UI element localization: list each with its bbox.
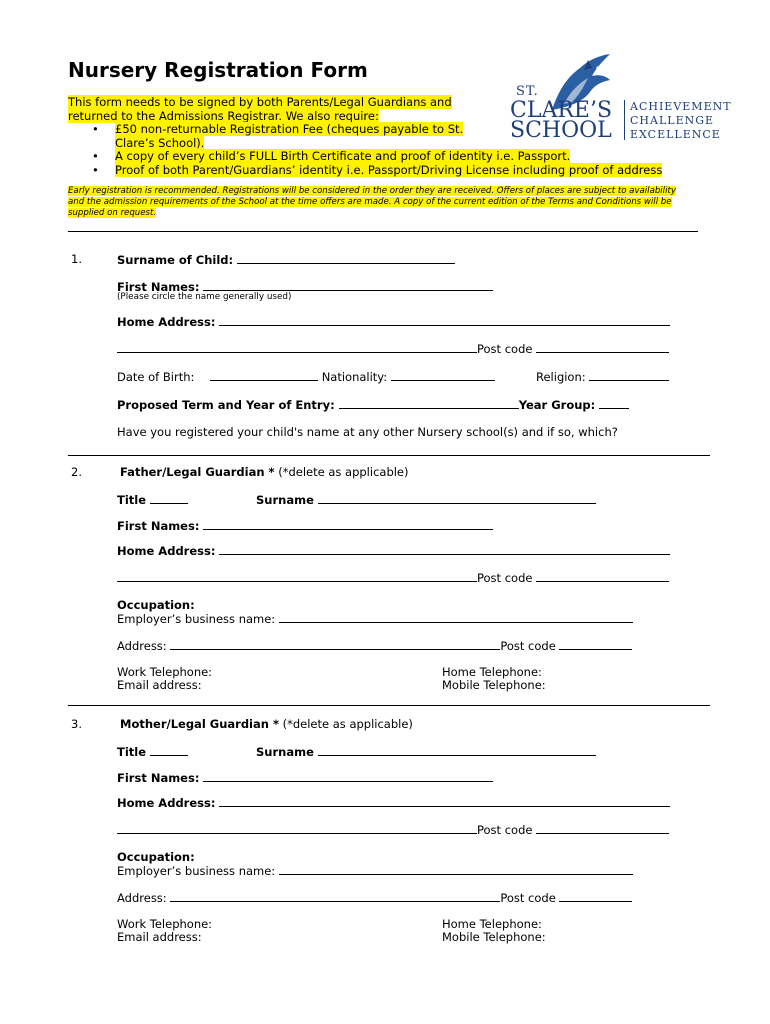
logo-motto-achievement: ACHIEVEMENT bbox=[630, 100, 732, 113]
year-group-field[interactable] bbox=[599, 397, 629, 409]
intro-line-1: This form needs to be signed by both Parents/Legal Guardians and bbox=[68, 95, 452, 109]
nationality-field[interactable] bbox=[391, 369, 495, 381]
employer-label: Employer’s business name: bbox=[117, 864, 276, 878]
child-surname-field[interactable] bbox=[237, 252, 455, 264]
child-surname-label: Surname of Child: bbox=[117, 253, 234, 267]
mother-title-row bbox=[117, 744, 188, 759]
email-label: Email address: bbox=[117, 678, 202, 692]
mother-home-address-row bbox=[117, 795, 670, 810]
father-heading: Father/Legal Guardian * (*delete as applicable) bbox=[120, 465, 409, 479]
child-address-line2-field[interactable] bbox=[117, 341, 477, 353]
father-work-address-field[interactable] bbox=[170, 638, 500, 650]
logo-clares: CLARE’S bbox=[510, 98, 613, 123]
logo-school: SCHOOL bbox=[510, 118, 612, 143]
year-group-label: Year Group: bbox=[518, 398, 596, 412]
home-telephone-label: Home Telephone: bbox=[442, 917, 542, 931]
home-address-label: Home Address: bbox=[117, 544, 216, 558]
surname-label: Surname bbox=[256, 493, 314, 507]
religion-label: Religion: bbox=[536, 370, 586, 384]
post-code-label: Post code bbox=[477, 823, 533, 837]
mother-work-address-field[interactable] bbox=[170, 890, 500, 902]
occupation-label: Occupation: bbox=[117, 598, 195, 612]
bullet-icon: • bbox=[92, 122, 99, 137]
work-telephone-label: Work Telephone: bbox=[117, 665, 213, 679]
child-surname-row bbox=[117, 252, 455, 267]
child-first-names-field[interactable] bbox=[203, 279, 493, 291]
mother-address-line2-field[interactable] bbox=[117, 822, 477, 834]
father-title-row bbox=[117, 492, 188, 507]
father-first-names-field[interactable] bbox=[203, 518, 493, 530]
home-telephone-label: Home Telephone: bbox=[442, 665, 542, 679]
mother-post-code-field[interactable] bbox=[536, 822, 669, 834]
first-names-label: First Names: bbox=[117, 519, 200, 533]
mother-home-address-field[interactable] bbox=[219, 795, 670, 807]
logo-divider bbox=[624, 100, 625, 140]
child-post-code-field[interactable] bbox=[536, 341, 669, 353]
occupation-label: Occupation: bbox=[117, 850, 195, 864]
requirement-parent-id: Proof of both Parent/Guardians’ identity i.e. Passport/Driving License including proof of address bbox=[115, 162, 663, 177]
father-address-line2-row bbox=[117, 570, 669, 585]
home-address-label: Home Address: bbox=[117, 796, 216, 810]
title-label: Title bbox=[117, 745, 147, 759]
mother-surname-row bbox=[256, 744, 596, 759]
section-number: 2. bbox=[71, 465, 82, 479]
divider bbox=[68, 455, 710, 456]
father-first-names-row bbox=[117, 518, 493, 533]
nationality-label: Nationality: bbox=[321, 370, 388, 384]
divider bbox=[68, 705, 710, 706]
mother-employer-row bbox=[117, 863, 633, 878]
father-employer-row bbox=[117, 611, 633, 626]
intro-line-2: returned to the Admissions Registrar. We also require: bbox=[68, 108, 379, 123]
requirement-birth-certificate: A copy of every child’s FULL Birth Certificate and proof of identity i.e. Passport. bbox=[115, 149, 571, 164]
address-label: Address: bbox=[117, 891, 167, 905]
father-surname-row bbox=[256, 492, 596, 507]
father-post-code-field[interactable] bbox=[536, 570, 669, 582]
mother-work-address-row bbox=[117, 890, 632, 905]
post-code-label: Post code bbox=[500, 639, 556, 653]
school-logo bbox=[508, 52, 732, 144]
work-telephone-label: Work Telephone: bbox=[117, 917, 213, 931]
employer-label: Employer’s business name: bbox=[117, 612, 276, 626]
child-home-address-row bbox=[117, 314, 670, 329]
child-dob-row bbox=[117, 369, 495, 384]
proposed-entry-label: Proposed Term and Year of Entry: bbox=[117, 398, 335, 412]
logo-motto-excellence: EXCELLENCE bbox=[630, 128, 721, 141]
mother-title-field[interactable] bbox=[150, 744, 188, 756]
bullet-icon: • bbox=[92, 162, 99, 177]
section-number: 3. bbox=[71, 717, 82, 731]
mobile-telephone-label: Mobile Telephone: bbox=[442, 930, 546, 944]
post-code-label: Post code bbox=[500, 891, 556, 905]
mother-surname-field[interactable] bbox=[318, 744, 596, 756]
proposed-entry-field[interactable] bbox=[339, 397, 519, 409]
father-home-address-field[interactable] bbox=[219, 543, 670, 555]
mother-heading: Mother/Legal Guardian * (*delete as applicable) bbox=[120, 717, 413, 731]
post-code-label: Post code bbox=[477, 571, 533, 585]
requirement-fee-cont: Clare’s School). bbox=[115, 135, 205, 150]
religion-field[interactable] bbox=[589, 369, 669, 381]
post-code-label: Post code bbox=[477, 342, 533, 356]
father-title-field[interactable] bbox=[150, 492, 188, 504]
page-title: Nursery Registration Form bbox=[68, 58, 368, 82]
registration-note: Early registration is recommended. Registrations will be considered in the order they are received. Offers of places are subject to availability and the admission requirements of the School at the time offers are made. A copy of the current edition of the Terms and Conditions will be supplied on request. bbox=[68, 186, 676, 218]
mother-employer-field[interactable] bbox=[279, 863, 633, 875]
mother-address-line2-row bbox=[117, 822, 669, 837]
logo-motto-challenge: CHALLENGE bbox=[630, 114, 715, 127]
email-label: Email address: bbox=[117, 930, 202, 944]
child-home-address-label: Home Address: bbox=[117, 315, 216, 329]
divider bbox=[68, 231, 698, 232]
other-nursery-question: Have you registered your child's name at any other Nursery school(s) and if so, which? bbox=[117, 425, 618, 439]
child-first-names-label: First Names: bbox=[117, 280, 200, 294]
surname-label: Surname bbox=[256, 745, 314, 759]
mother-first-names-field[interactable] bbox=[203, 770, 493, 782]
section-number: 1. bbox=[71, 252, 82, 266]
father-surname-field[interactable] bbox=[318, 492, 596, 504]
child-address-line2-row bbox=[117, 341, 669, 356]
title-label: Title bbox=[117, 493, 147, 507]
father-address-line2-field[interactable] bbox=[117, 570, 477, 582]
father-work-post-code-field[interactable] bbox=[559, 638, 632, 650]
religion-row bbox=[536, 369, 669, 384]
father-work-address-row bbox=[117, 638, 632, 653]
mobile-telephone-label: Mobile Telephone: bbox=[442, 678, 546, 692]
bullet-icon: • bbox=[92, 149, 99, 164]
dob-label: Date of Birth: bbox=[117, 370, 195, 384]
dob-field[interactable] bbox=[210, 369, 318, 381]
mother-first-names-row bbox=[117, 770, 493, 785]
proposed-entry-row bbox=[117, 397, 629, 412]
father-employer-field[interactable] bbox=[279, 611, 633, 623]
mother-work-post-code-field[interactable] bbox=[559, 890, 632, 902]
father-home-address-row bbox=[117, 543, 670, 558]
circle-name-note: (Please circle the name generally used) bbox=[117, 292, 292, 302]
requirement-fee: £50 non-returnable Registration Fee (cheques payable to St. bbox=[115, 122, 464, 137]
logo-st: ST. bbox=[516, 84, 539, 99]
child-home-address-field[interactable] bbox=[219, 314, 670, 326]
first-names-label: First Names: bbox=[117, 771, 200, 785]
address-label: Address: bbox=[117, 639, 167, 653]
